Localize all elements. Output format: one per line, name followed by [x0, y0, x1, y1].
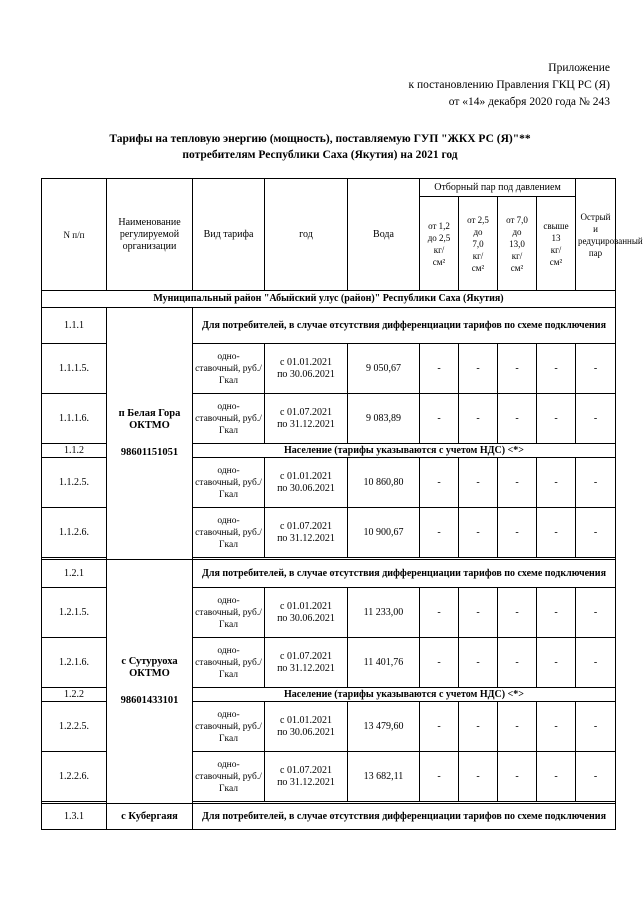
- org-name: п Белая Гора: [118, 408, 181, 419]
- water-value: 9 050,67: [348, 344, 420, 394]
- document-title: [40, 131, 600, 163]
- water-value: 10 860,80: [348, 458, 420, 508]
- tariff-type: одно-ставочный, руб./Гкал: [193, 394, 265, 444]
- water-value: 11 401,76: [348, 638, 420, 688]
- row-num: 1.2.1.5.: [42, 588, 107, 638]
- steam-value: -: [459, 394, 498, 444]
- row-num: 1.1.1.5.: [42, 344, 107, 394]
- steam-value: -: [420, 394, 459, 444]
- steam-value: -: [420, 752, 459, 802]
- steam-value: -: [498, 394, 537, 444]
- org-name-cell: [107, 560, 193, 804]
- steam-value: -: [420, 702, 459, 752]
- document-header: [409, 60, 611, 111]
- period: с 01.07.2021 по 31.12.2021: [265, 394, 348, 444]
- decree-date: от «14» декабря 2020 года № 243: [448, 96, 610, 108]
- sharp-steam-value: -: [576, 588, 616, 638]
- row-num: 1.2.1: [42, 560, 107, 588]
- steam-value: -: [537, 458, 576, 508]
- row-num: 1.2.2.6.: [42, 752, 107, 802]
- sharp-steam-value: -: [576, 394, 616, 444]
- steam-value: -: [498, 508, 537, 558]
- water-value: 9 083,89: [348, 394, 420, 444]
- period: с 01.01.2021 по 30.06.2021: [265, 702, 348, 752]
- steam-value: -: [537, 394, 576, 444]
- row-num: 1.1.2: [42, 444, 107, 458]
- category-population: Население (тарифы указываются с учетом НДС) <*>: [193, 444, 616, 458]
- row-num: 1.1.2.6.: [42, 508, 107, 558]
- steam-value: -: [498, 458, 537, 508]
- steam-value: -: [420, 508, 459, 558]
- steam-value: -: [459, 458, 498, 508]
- row-num: 1.2.1.6.: [42, 638, 107, 688]
- row-num: 1.1.1.6.: [42, 394, 107, 444]
- period: с 01.01.2021 по 30.06.2021: [265, 458, 348, 508]
- header-steam-4: свыше 13 кг/ см²: [537, 197, 576, 291]
- steam-value: -: [420, 638, 459, 688]
- header-steam-2: от 2,5 до 7,0 кг/ см²: [459, 197, 498, 291]
- oktmo-code: 98601151051: [120, 447, 179, 458]
- oktmo-code: 98601433101: [120, 695, 179, 706]
- sharp-steam-value: -: [576, 508, 616, 558]
- tariff-type: одно-ставочный, руб./Гкал: [193, 752, 265, 802]
- header-year: год: [265, 179, 348, 291]
- row-num: 1.2.2.5.: [42, 702, 107, 752]
- sharp-steam-value: -: [576, 638, 616, 688]
- tariff-type: одно-ставочный, руб./Гкал: [193, 588, 265, 638]
- period: с 01.07.2021 по 31.12.2021: [265, 508, 348, 558]
- steam-value: -: [537, 508, 576, 558]
- category-other: Для потребителей, в случае отсутствия дифференциации тарифов по схеме подключения: [193, 308, 616, 344]
- sharp-steam-value: -: [576, 702, 616, 752]
- steam-value: -: [459, 752, 498, 802]
- title-line-1: Тарифы на тепловую энергию (мощность), поставляемую ГУП "ЖКХ РС (Я)"**: [109, 133, 531, 145]
- oktmo-label: ОКТМО: [129, 420, 170, 431]
- steam-value: -: [498, 638, 537, 688]
- steam-value: -: [537, 588, 576, 638]
- steam-value: -: [537, 702, 576, 752]
- category-population: Население (тарифы указываются с учетом НДС) <*>: [193, 688, 616, 702]
- tariff-type: одно-ставочный, руб./Гкал: [193, 702, 265, 752]
- header-steam-group: Отборный пар под давлением: [420, 179, 576, 197]
- steam-value: -: [537, 344, 576, 394]
- water-value: 11 233,00: [348, 588, 420, 638]
- row-num: 1.1.1: [42, 308, 107, 344]
- tariff-type: одно-ставочный, руб./Гкал: [193, 458, 265, 508]
- org-name: с Кубергаяя: [107, 804, 193, 830]
- period: с 01.01.2021 по 30.06.2021: [265, 588, 348, 638]
- row-num: 1.2.2: [42, 688, 107, 702]
- steam-value: -: [459, 702, 498, 752]
- header-steam-1: от 1,2 до 2,5 кг/ см²: [420, 197, 459, 291]
- tariff-type: одно-ставочный, руб./Гкал: [193, 344, 265, 394]
- row-num: 1.1.2.5.: [42, 458, 107, 508]
- header-num: N п/п: [42, 179, 107, 291]
- steam-value: -: [537, 638, 576, 688]
- steam-value: -: [498, 752, 537, 802]
- period: с 01.07.2021 по 31.12.2021: [265, 638, 348, 688]
- sharp-steam-value: -: [576, 344, 616, 394]
- header-tariff-type: Вид тарифа: [193, 179, 265, 291]
- header-steam-3: от 7,0 до 13,0 кг/ см²: [498, 197, 537, 291]
- title-line-2: потребителям Республики Саха (Якутия) на 2021 год: [182, 149, 458, 161]
- steam-value: -: [459, 638, 498, 688]
- oktmo-label: ОКТМО: [129, 668, 170, 679]
- water-value: 10 900,67: [348, 508, 420, 558]
- water-value: 13 479,60: [348, 702, 420, 752]
- period: с 01.01.2021 по 30.06.2021: [265, 344, 348, 394]
- water-value: 13 682,11: [348, 752, 420, 802]
- org-name-cell: [107, 308, 193, 560]
- header-sharp-steam: Острый и редуцированный пар: [576, 179, 616, 291]
- header-water: Вода: [348, 179, 420, 291]
- category-other: Для потребителей, в случае отсутствия дифференциации тарифов по схеме подключения: [193, 804, 616, 830]
- row-num: 1.3.1: [42, 804, 107, 830]
- org-name: с Сутуруоха: [121, 656, 178, 667]
- period: с 01.07.2021 по 31.12.2021: [265, 752, 348, 802]
- steam-value: -: [498, 344, 537, 394]
- municipality-row: Муниципальный район "Абыйский улус (район)" Республики Саха (Якутия): [42, 291, 616, 308]
- steam-value: -: [459, 508, 498, 558]
- steam-value: -: [498, 588, 537, 638]
- header-org: Наименование регулируемой организации: [107, 179, 193, 291]
- steam-value: -: [498, 702, 537, 752]
- steam-value: -: [459, 588, 498, 638]
- tariff-table: [41, 178, 643, 830]
- category-other: Для потребителей, в случае отсутствия дифференциации тарифов по схеме подключения: [193, 560, 616, 588]
- tariff-type: одно-ставочный, руб./Гкал: [193, 638, 265, 688]
- decree-reference: к постановлению Правления ГКЦ РС (Я): [408, 79, 610, 91]
- steam-value: -: [537, 752, 576, 802]
- sharp-steam-value: -: [576, 752, 616, 802]
- appendix-label: Приложение: [548, 62, 610, 74]
- steam-value: -: [459, 344, 498, 394]
- sharp-steam-value: -: [576, 458, 616, 508]
- steam-value: -: [420, 458, 459, 508]
- steam-value: -: [420, 344, 459, 394]
- steam-value: -: [420, 588, 459, 638]
- tariff-type: одно-ставочный, руб./Гкал: [193, 508, 265, 558]
